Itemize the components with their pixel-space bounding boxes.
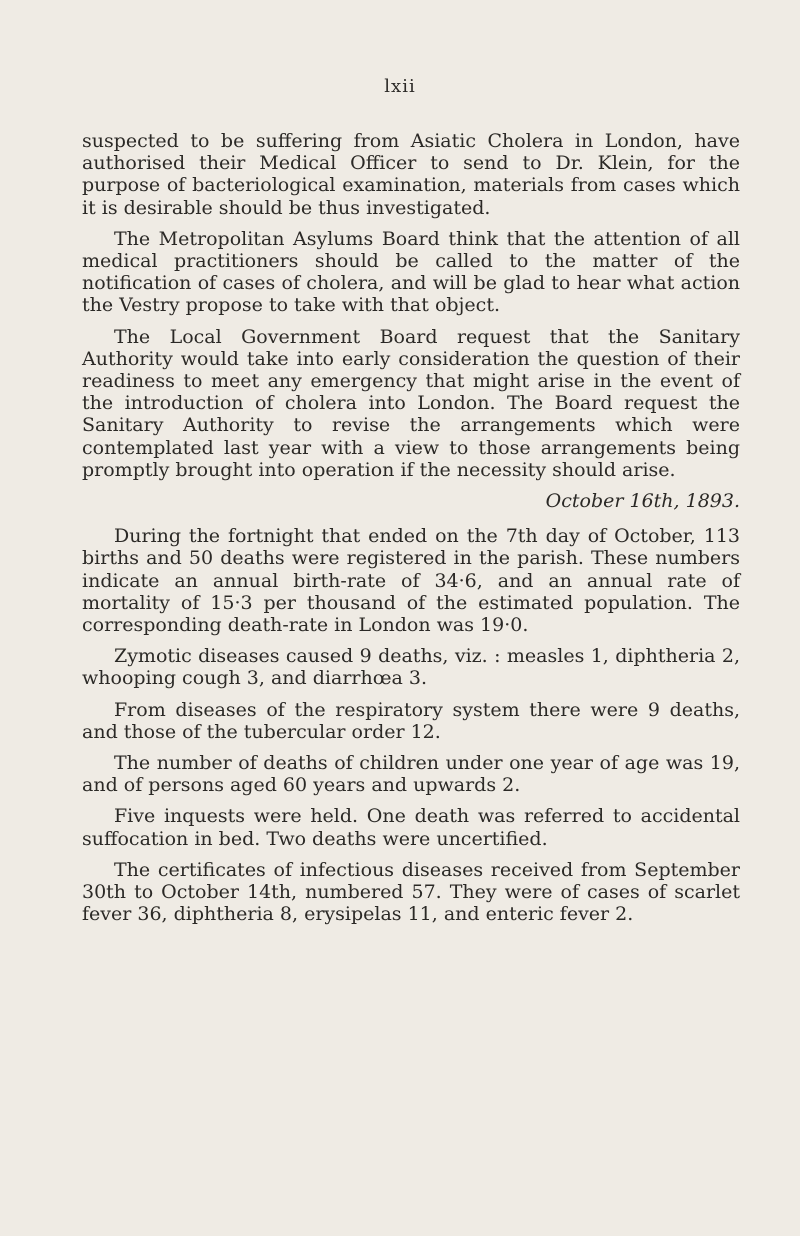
paragraph-local-government-board: The Local Government Board request that the Sanitary Authority would take into early consideration the question of their readiness to meet any emergency that might arise in the event of the introduction of cholera into London. The Board request the Sanitary Authority to revise the arrangements which were contemplated last year with a view to those arrangements being promptly brought into operation if the necessity should arise. [82, 325, 740, 481]
page-number: lxii [384, 76, 416, 97]
paragraph-zymotic: Zymotic diseases caused 9 deaths, viz. : measles 1, diphtheria 2, whooping cough 3, and diarrhœa 3. [82, 645, 740, 690]
report-date: October 16th, 1893. [545, 490, 740, 513]
paragraph-asylums-board: The Metropolitan Asylums Board think that the attention of all medical practitioners should be called to the matter of the notification of cases of cholera, and will be glad to hear what action the Vestry propose to take with that object. [82, 227, 740, 317]
paragraph-respiratory: From diseases of the respiratory system there were 9 deaths, and those of the tubercular order 12. [82, 698, 740, 743]
paragraph-cholera-materials: suspected to be suffering from Asiatic Cholera in London, have authorised their Medical Officer to send to Dr. Klein, for the purpose of bacteriological examination, materials from cases which it is desirable should be thus investigated. [82, 130, 740, 219]
paragraph-births-deaths: During the fortnight that ended on the 7th day of October, 113 births and 50 deaths were registered in the parish. These numbers indicate an annual birth-rate of 34·6, and an annual rate of mortality of 15·3 per thousand of the estimated population. The corresponding death-rate in London was 19·0. [82, 525, 740, 637]
paragraph-inquests: Five inquests were held. One death was referred to accidental suffocation in bed. Two deaths were uncertified. [82, 805, 740, 850]
paragraph-children-deaths: The number of deaths of children under one year of age was 19, and of persons aged 60 years and upwards 2. [82, 752, 740, 797]
paragraph-certificates: The certificates of infectious diseases received from September 30th to October 14th, numbered 57. They were of cases of scarlet fever 36, diphtheria 8, erysipelas 11, and enteric fever 2. [82, 858, 740, 926]
body-text [82, 130, 740, 935]
